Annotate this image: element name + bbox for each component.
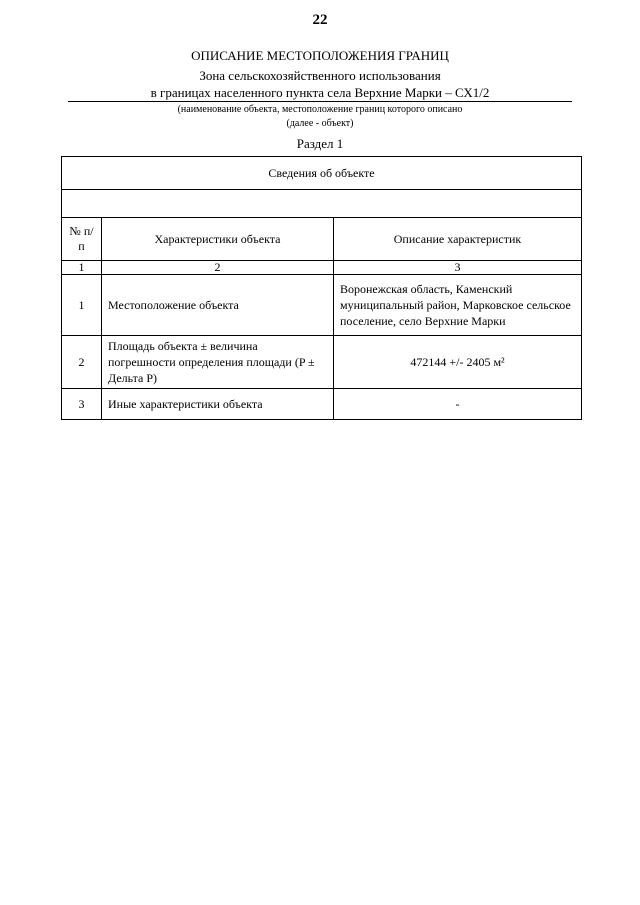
table-row [62,275,582,336]
table-title: Сведения об объекте [62,157,582,190]
column-number-3: 3 [334,261,582,275]
table-row [62,336,582,389]
caption-line-1: (наименование объекта, местоположение границ которого описано [177,104,463,115]
column-number-1: 1 [62,261,102,275]
document-title: ОПИСАНИЕ МЕСТОПОЛОЖЕНИЯ ГРАНИЦ [191,48,449,63]
header-description: Описание характеристик [334,218,582,261]
page-number: 22 [312,12,328,28]
row-description: - [334,389,582,420]
object-info-table [61,156,582,420]
row-num: 2 [62,336,102,389]
column-number-row [62,261,582,275]
table-empty-row [62,190,582,218]
caption-line-2: (далее - объект) [286,118,354,129]
section-title: Раздел 1 [296,136,344,151]
row-characteristic: Иные характеристики объекта [102,389,334,420]
subject-line-2: в границах населенного пункта села Верхние Марки – СХ1/2 [150,85,490,100]
subject-line-1: Зона сельскохозяйственного использования [199,68,441,83]
column-number-2: 2 [102,261,334,275]
row-num: 1 [62,275,102,336]
subject-underline [68,101,572,102]
row-characteristic: Местоположение объекта [102,275,334,336]
header-num: № п/п [62,218,102,261]
table-header-row [62,218,582,261]
row-description: Воронежская область, Каменский муниципальный район, Марковское сельское поселение, село Верхние Марки [334,275,582,336]
table-empty-cell [62,190,582,218]
row-num: 3 [62,389,102,420]
row-description: 472144 +/- 2405 м² [334,336,582,389]
table-title-row [62,157,582,190]
header-characteristic: Характеристики объекта [102,218,334,261]
row-characteristic: Площадь объекта ± величина погрешности определения площади (P ± Дельта P) [102,336,334,389]
table-row [62,389,582,420]
